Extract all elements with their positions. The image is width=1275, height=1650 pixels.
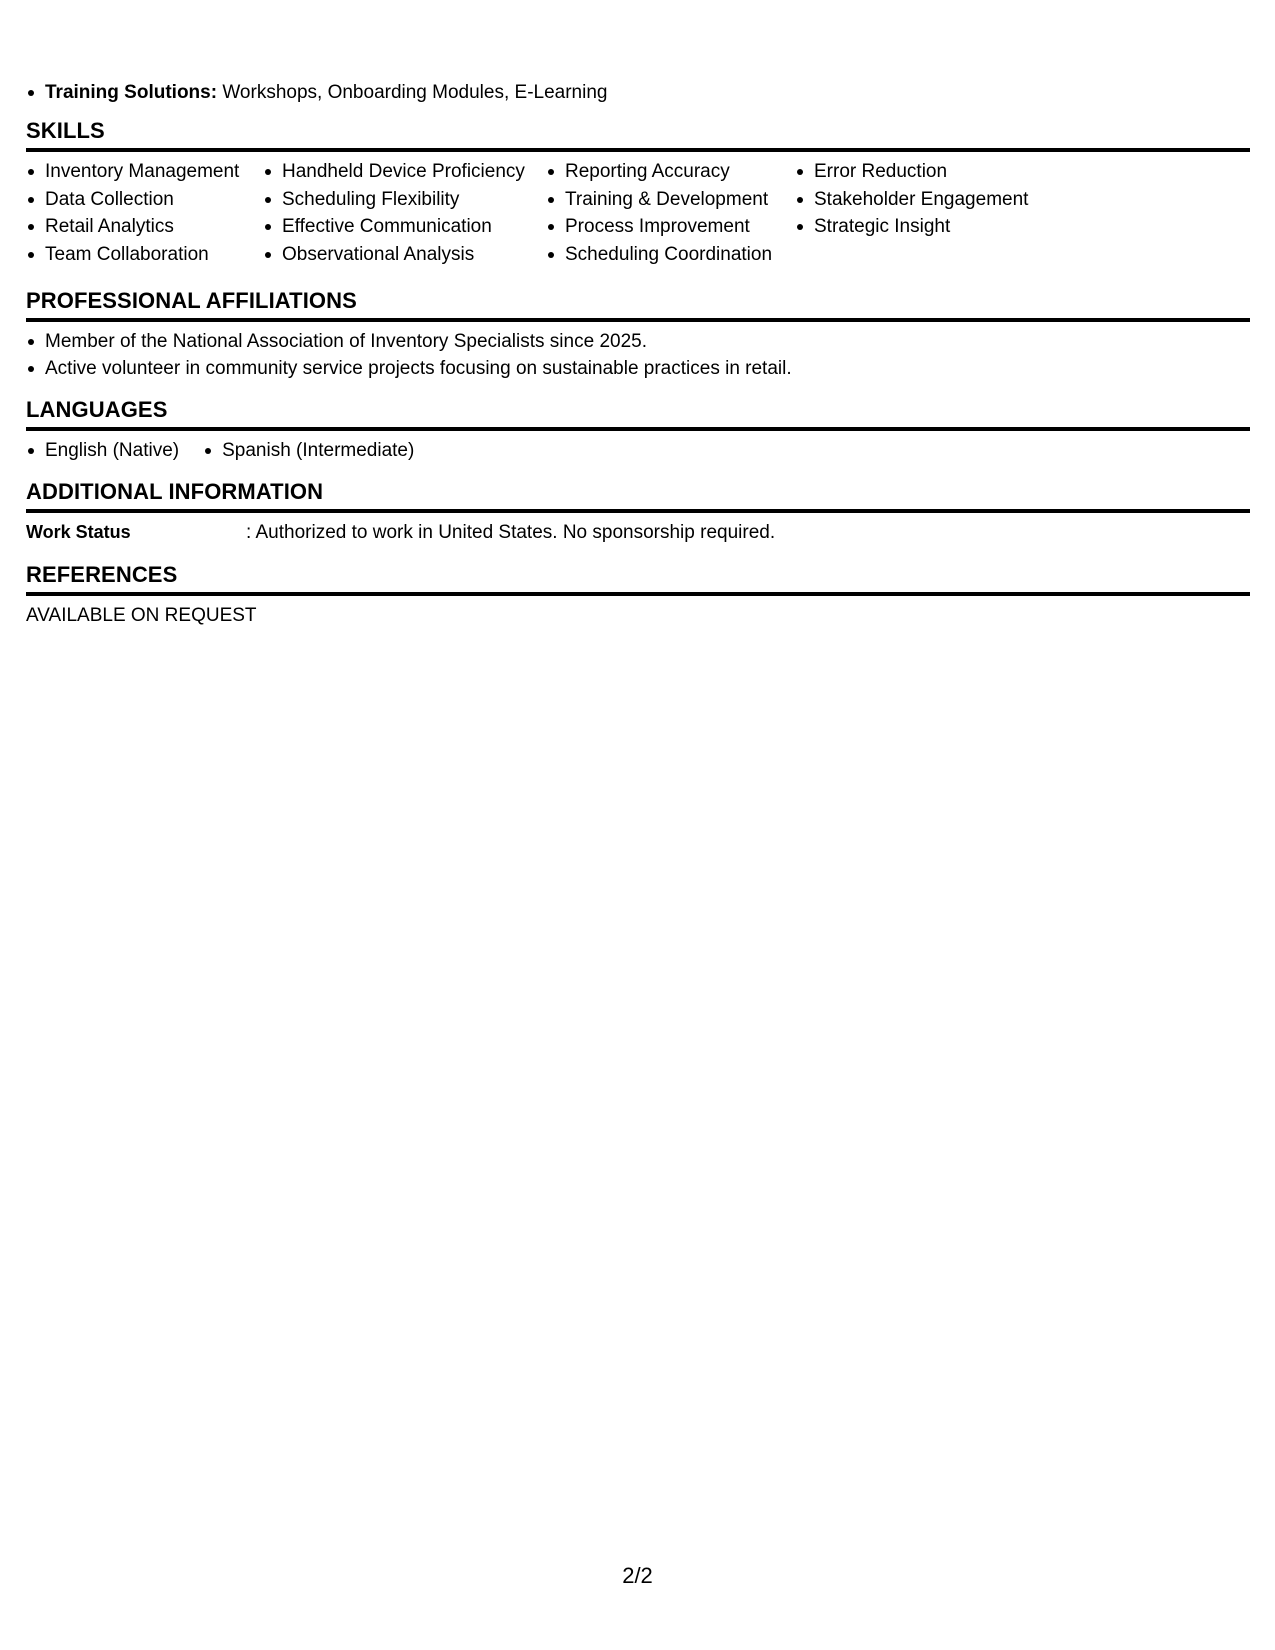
skill-item: Observational Analysis [263, 241, 546, 269]
section-title-affiliations: PROFESSIONAL AFFILIATIONS [26, 288, 357, 313]
section-divider [26, 427, 1250, 431]
section-title-languages: LANGUAGES [26, 397, 168, 422]
list-item [26, 79, 607, 106]
section-divider [26, 592, 1250, 596]
affiliations-section [26, 286, 1250, 382]
section-divider [26, 509, 1250, 513]
additional-info-section [26, 477, 1250, 546]
section-title-additional: ADDITIONAL INFORMATION [26, 479, 324, 504]
work-status-label: Work Status [26, 522, 131, 542]
skill-item: Team Collaboration [26, 241, 263, 269]
skills-column [26, 158, 263, 268]
references-text: AVAILABLE ON REQUEST [26, 605, 257, 626]
skill-item: Scheduling Coordination [546, 241, 795, 269]
skill-item: Process Improvement [546, 213, 795, 241]
skill-item: Training & Development [546, 186, 795, 214]
skill-item: Reporting Accuracy [546, 158, 795, 186]
item-text: Workshops, Onboarding Modules, E-Learning [217, 82, 608, 103]
list-item: Member of the National Association of Inventory Specialists since 2025. [26, 328, 1250, 355]
language-item: Spanish (Intermediate) [203, 437, 414, 464]
skill-item: Handheld Device Proficiency [263, 158, 546, 186]
skills-column [546, 158, 795, 268]
skill-item: Data Collection [26, 186, 263, 214]
skill-item: Effective Communication [263, 213, 546, 241]
languages-section [26, 395, 1250, 464]
list-item: Active volunteer in community service projects focusing on sustainable practices in retail. [26, 355, 1250, 382]
section-divider [26, 318, 1250, 322]
languages-list [26, 437, 1250, 464]
skill-item: Inventory Management [26, 158, 263, 186]
section-divider [26, 148, 1250, 152]
skill-item: Error Reduction [795, 158, 1055, 186]
skill-item: Retail Analytics [26, 213, 263, 241]
skill-item: Stakeholder Engagement [795, 186, 1055, 214]
training-list [26, 79, 607, 106]
skills-column [795, 158, 1055, 268]
skill-item: Strategic Insight [795, 213, 1055, 241]
item-label: Training Solutions: [45, 82, 218, 103]
page-number: 2/2 [622, 1563, 653, 1588]
affiliations-list [26, 328, 1250, 382]
section-title-references: REFERENCES [26, 562, 178, 587]
skill-item: Scheduling Flexibility [263, 186, 546, 214]
language-item: English (Native) [26, 437, 179, 464]
skills-section [26, 116, 1250, 268]
work-status-row [26, 519, 1250, 546]
section-title-skills: SKILLS [26, 118, 105, 143]
skills-column [263, 158, 546, 268]
skills-grid [26, 158, 1250, 268]
references-section [26, 560, 1250, 629]
work-status-value: : Authorized to work in United States. No sponsorship required. [246, 522, 776, 543]
